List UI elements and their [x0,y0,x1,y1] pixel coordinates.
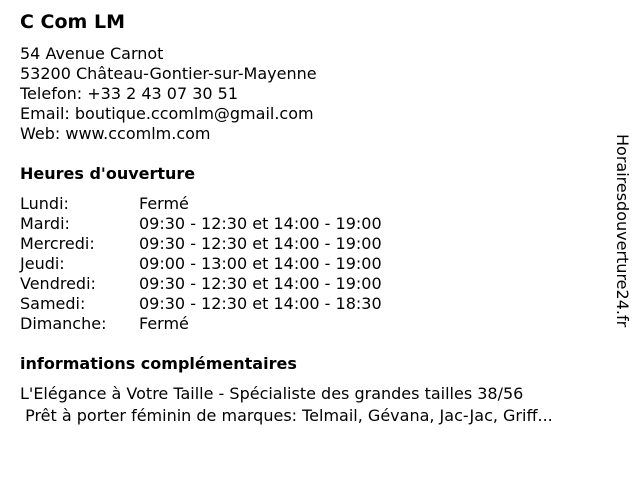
business-name: C Com LM [20,11,125,33]
website-address: Web: www.ccomlm.com [20,124,211,143]
phone-number: Telefon: +33 2 43 07 30 51 [20,84,239,103]
address-line-2: 53200 Château-Gontier-sur-Mayenne [20,64,317,83]
day-label: Vendredi: [20,274,96,293]
day-label: Mardi: [20,214,70,233]
email-address: Email: boutique.ccomlm@gmail.com [20,104,314,123]
day-hours: Fermé [139,194,189,213]
day-hours: Fermé [139,314,189,333]
day-hours: 09:30 - 12:30 et 14:00 - 18:30 [139,294,382,313]
day-label: Samedi: [20,294,86,313]
contact-block [20,44,317,144]
additional-info-text: L'Elégance à Votre Taille - Spécialiste des grandes tailles 38/56 Prêt à porter féminin de marques: Telmail, Gévana, Jac-Jac, Griff... [20,384,553,425]
site-watermark: Horairesdouverture24.fr [613,134,632,328]
additional-info-heading: informations complémentaires [20,354,297,373]
day-hours: 09:30 - 12:30 et 14:00 - 19:00 [139,214,382,233]
day-label: Mercredi: [20,234,95,253]
day-label: Dimanche: [20,314,107,333]
day-hours: 09:30 - 12:30 et 14:00 - 19:00 [139,234,382,253]
day-hours: 09:00 - 13:00 et 14:00 - 19:00 [139,254,382,273]
day-hours: 09:30 - 12:30 et 14:00 - 19:00 [139,274,382,293]
opening-hours-heading: Heures d'ouverture [20,164,196,183]
day-label: Jeudi: [20,254,65,273]
address-line-1: 54 Avenue Carnot [20,44,164,63]
day-label: Lundi: [20,194,69,213]
